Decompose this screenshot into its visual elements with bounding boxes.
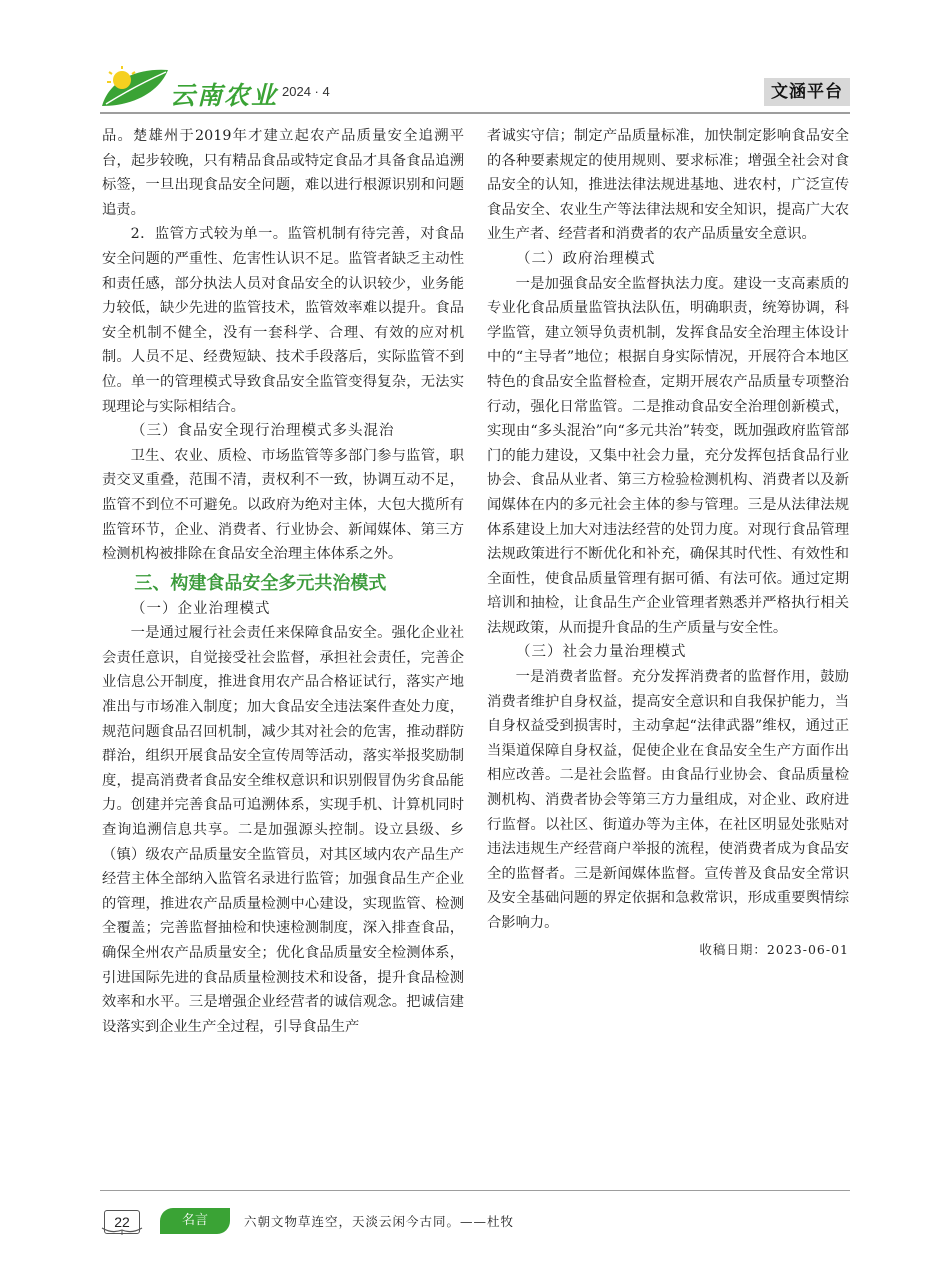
paragraph: 一是加强食品安全监督执法力度。建设一支高素质的专业化食品质量监管执法队伍，明确职责，统筹协调，科学监管，建立领导负责机制，发挥食品安全治理主体设计中的“主导者”地位；根据自身实际情况，开展符合本地区特色的食品安全监督检查，定期开展农产品质量专项整治行动，强化日常监管。二是推动食品安全治理创新模式，实现由“多头混治”向“多元共治”转变，既加强政府监管部门的能力建设，又集中社会力量，充分发挥包括食品行业协会、食品从业者、第三方检验检测机构、消费者以及新闻媒体在内的多元社会主体的参与管理。三是从法律法规体系建设上加大对违法经营的处罚力度。对现行食品管理法规政策进行不断优化和补充，确保其时代性、有效性和全面性，使食品质量管理有据可循、有法可依。通过定期培训和抽检，让食品生产企业管理者熟悉并严格执行相关法规政策，从而提升食品的生产质量与安全性。	[487, 275, 849, 636]
open-book-icon	[100, 1226, 144, 1236]
paragraph: 卫生、农业、质检、市场监管等多部门参与监管，职责交叉重叠，范围不清，责权利不一致，协调互动不足，监管不到位不可避免。以政府为绝对主体，大包大揽所有监管环节，企业、消费者、行业协会、新闻媒体、第三方检测机构被排除在食品安全治理主体体系之外。	[102, 447, 464, 563]
sun-leaf-logo-icon	[100, 64, 170, 108]
subsection-heading: （一）企业治理模式	[131, 600, 271, 617]
received-date: 收稿日期：2023-06-01	[699, 941, 849, 957]
paragraph: 品。楚雄州于2019年才建立起农产品质量安全追溯平台，起步较晚，只有精品食品或特定食品才具备食品追溯标签，一旦出现食品安全问题，难以进行根源识别和问题追责。	[102, 128, 464, 218]
footer-divider	[100, 1190, 850, 1191]
quote-label: 名言	[160, 1208, 230, 1234]
subsection-heading: （三）社会力量治理模式	[516, 644, 687, 661]
section-tag: 文涵平台	[764, 78, 850, 106]
footer-quote: 六朝文物草连空，天淡云闲今古同。——杜牧	[244, 1214, 515, 1229]
right-column	[487, 124, 849, 962]
subsection-heading: （三）食品安全现行治理模式多头混治	[131, 423, 395, 440]
section-heading: 三、构建食品安全多元共治模式	[134, 572, 387, 594]
paragraph: 者诚实守信；制定产品质量标准，加快制定影响食品安全的各种要素规定的使用规则、要求标准；增强全社会对食品安全的认知，推进法律法规进基地、进农村，广泛宣传食品安全、农业生产等法律法规和安全知识，提高广大农业生产者、经营者和消费者的农产品质量安全意识。	[487, 128, 849, 243]
left-column	[102, 124, 464, 1039]
issue-number: 2024 · 4	[282, 84, 330, 99]
paragraph: 一是消费者监督。充分发挥消费者的监督作用，鼓励消费者维护自身权益，提高安全意识和自我保护能力，当自身权益受到损害时，主动拿起“法律武器”维权，通过正当渠道保障自身权益，促使企业在食品安全生产方面作出相应改善。二是社会监督。由食品行业协会、食品质量检测机构、消费者协会等第三方力量组成，对企业、政府进行监督。以社区、街道办等为主体，在社区明显处张贴对违法违规生产经营商户举报的流程，使消费者成为食品安全的监督者。三是新闻媒体监督。宣传普及食品安全常识及安全基础问题的界定依据和急救常识，形成重要舆情综合影响力。	[487, 669, 849, 931]
header-divider	[100, 112, 850, 114]
magazine-name: 云南农业	[170, 81, 279, 110]
page-header	[100, 64, 850, 110]
paragraph: 2．监管方式较为单一。监管机制有待完善，对食品安全问题的严重性、危害性认识不足。监管者缺乏主动性和责任感，部分执法人员对食品安全的认识较少，业务能力较低，缺少先进的监管技术，监管效率难以提升。食品安全机制不健全，没有一套科学、合理、有效的应对机制。人员不足、经费短缺、技术手段落后，实际监管不到位。单一的管理模式导致食品安全监管变得复杂，无法实现理论与实际相结合。	[102, 226, 464, 415]
page-number: 22	[104, 1210, 140, 1234]
subsection-heading: （二）政府治理模式	[516, 250, 656, 267]
paragraph: 一是通过履行社会责任来保障食品安全。强化企业社会责任意识，自觉接受社会监督，承担社会责任，完善企业信息公开制度，推进食用农产品合格证试行，落实产地准出与市场准入制度；加大食品安全违法案件查处力度，规范问题食品召回机制，减少其对社会的危害，推动群防群治，组织开展食品安全宣传周等活动，落实举报奖励制度，提高消费者食品安全维权意识和识别假冒伪劣食品能力。创建并完善食品可追溯体系，实现手机、计算机同时查询追溯信息共享。二是加强源头控制。设立县级、乡（镇）级农产品质量安全监管员，对其区域内农产品生产经营主体全部纳入监管名录进行监管；加强食品生产企业的管理，推进农产品质量检测中心建设，实现监管、检测全覆盖；完善监督抽检和快速检测制度，深入排查食品，确保全州农产品质量安全；优化食品质量安全检测体系，引进国际先进的食品质量检测技术和设备，提升食品检测效率和水平。三是增强企业经营者的诚信观念。把诚信建设落实到企业生产全过程，引导食品生产	[102, 625, 464, 1035]
